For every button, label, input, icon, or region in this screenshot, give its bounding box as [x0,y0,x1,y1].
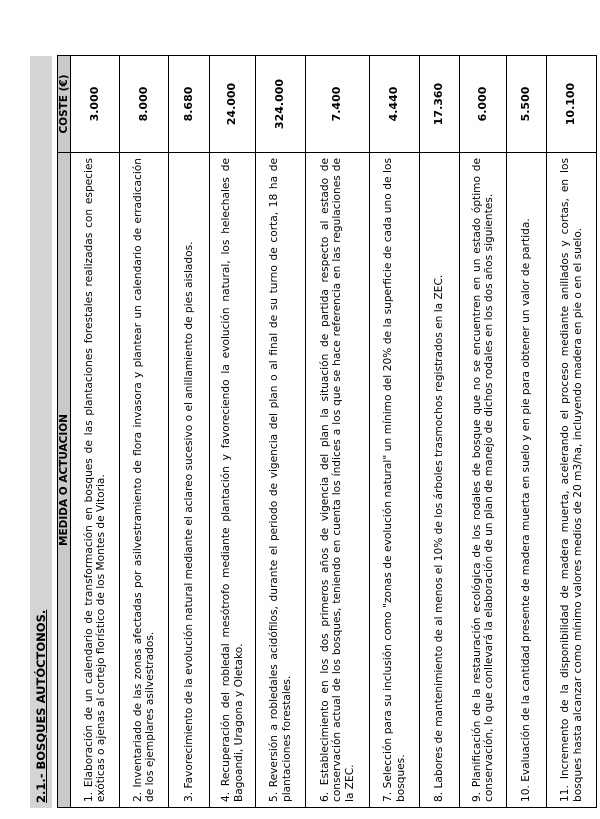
table-row [210,56,256,808]
measure-text: 5. Reversión a robledales acidófilos, durante el periodo de vigencia del plan o al final de su turno de corta, 18 ha de plantaciones forestales. [256,153,306,808]
measure-text: 7. Selección para su inclusión como "zonas de evolución natural" un mínimo del 20% de la superficie de cada uno de los bosques. [370,153,420,808]
cost-value: 8.000 [120,56,169,153]
cost-value: 4.440 [370,56,420,153]
cost-value: 24.000 [210,56,256,153]
table-row [256,56,306,808]
table-row [71,56,120,808]
measure-text: 4. Recuperación del robledal mesótrofo mediante plantación y favoreciendo la evolución natural, los helechales de Bagoandi, Uragona y Oletako. [210,153,256,808]
cost-value: 7.400 [306,56,370,153]
measure-text: 9. Planificación de la restauración ecológica de los rodales de bosque que no se encuentren en un estado óptimo de conservación, lo que conllevará la elaboración de un plan de manejo de dichos rodales en los dos años siguientes. [460,153,507,808]
header-cost: COSTE (€) [58,56,71,153]
table-row [420,56,460,808]
table-header-row [58,56,71,808]
table-row [507,56,547,808]
cost-value: 3.000 [71,56,120,153]
cost-value: 10.100 [547,56,597,153]
measure-text: 3. Favorecimiento de la evolución natural mediante el aclareo sucesivo o el anillamiento de pies aislados. [169,153,210,808]
cost-value: 17.360 [420,56,460,153]
cost-value: 8.680 [169,56,210,153]
table-row [169,56,210,808]
measure-text: 8. Labores de mantenimiento de al menos el 10% de los árboles trasmochos registrados en la ZEC. [420,153,460,808]
header-measure: MEDIDA O ACTUACIÓN [58,153,71,808]
cost-value: 5.500 [507,56,547,153]
table-row [120,56,169,808]
measure-text: 1. Elaboración de un calendario de transformación en bosques de las plantaciones forestales realizadas con especies exóticas o ajenas al cortejo florístico de los Montes de Vitoria. [71,153,120,808]
table-row [547,56,597,808]
cost-value: 324.000 [256,56,306,153]
cost-value: 6.000 [460,56,507,153]
section-title: 2.1.- BOSQUES AUTÓCTONOS. [34,609,48,803]
measure-text: 2. Inventariado de las zonas afectadas por asilvestramiento de flora invasora y plantear un calendario de erradicación de los ejemplares asilvestrados. [120,153,169,808]
measure-text: 11. Incremento de la disponibilidad de madera muerta, acelerando el proceso mediante anillados y cortas, en los bosques hasta alcanzar como mínimo valores medios de 20 m3/ha, incluyendo madera en pie o en el suelo. [547,153,597,808]
measure-text: 10. Evaluación de la cantidad presente de madera muerta en suelo y en pie para obtener un valor de partida. [507,153,547,808]
table-row [460,56,507,808]
measures-table [57,55,597,808]
table-row [370,56,420,808]
table-row [306,56,370,808]
measure-text: 6. Establecimiento en los dos primeros años de vigencia del plan la situación de partida respecto al estado de conservación actual de los bosques, teniendo en cuenta los índices a los que se hace referencia en las regulaciones de la ZEC. [306,153,370,808]
